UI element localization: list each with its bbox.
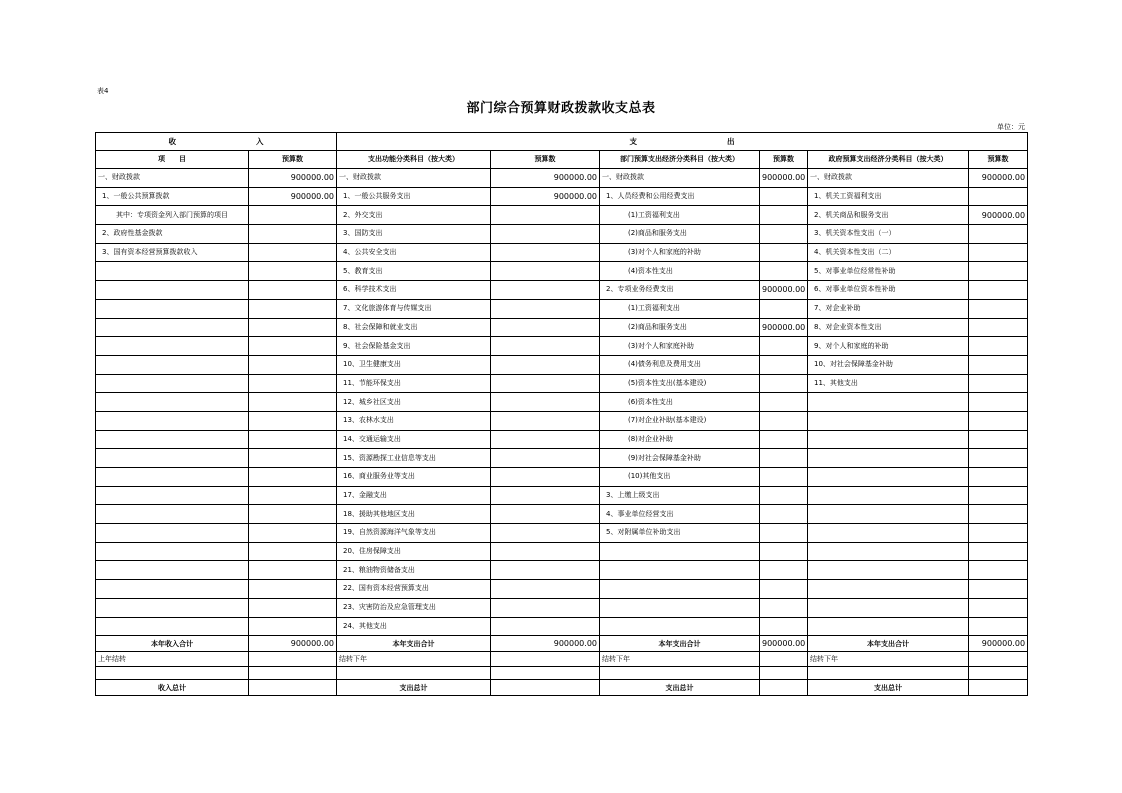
col-header-gov-econ-class: 政府预算支出经济分类科目（按大类） — [808, 151, 969, 169]
income-budget-cell — [249, 598, 337, 617]
gov-econ-item-cell — [808, 486, 969, 505]
gov-econ-budget-cell — [969, 337, 1028, 356]
dept-econ-item-cell: 2、专项业务经费支出 — [600, 281, 760, 300]
empty-cell — [808, 667, 969, 680]
dept-econ-budget-cell — [760, 337, 808, 356]
income-budget-cell — [249, 617, 337, 636]
empty-cell — [969, 652, 1028, 667]
function-item-cell: 9、社会保险基金支出 — [337, 337, 491, 356]
dept-econ-budget-cell — [760, 598, 808, 617]
table-row — [96, 243, 1028, 262]
income-item-cell — [96, 524, 249, 543]
dept-econ-item-cell: (3)对个人和家庭的补助 — [600, 243, 760, 262]
dept-econ-budget-cell — [760, 243, 808, 262]
dept-econ-item-cell: (2)商品和服务支出 — [600, 318, 760, 337]
table-row — [96, 374, 1028, 393]
header-row-1 — [96, 133, 1028, 151]
income-budget-cell — [249, 206, 337, 225]
table-row — [96, 449, 1028, 468]
dept-econ-item-cell: (8)对企业补助 — [600, 430, 760, 449]
income-budget-cell — [249, 468, 337, 487]
carry-prev-label: 上年结转 — [96, 652, 249, 667]
gov-econ-item-cell — [808, 411, 969, 430]
dept-econ-budget-cell: 900000.00 — [760, 169, 808, 188]
table-row — [96, 187, 1028, 206]
income-budget-cell — [249, 337, 337, 356]
dept-econ-item-cell — [600, 561, 760, 580]
gov-econ-item-cell — [808, 561, 969, 580]
gov-econ-budget-cell — [969, 449, 1028, 468]
gov-econ-item-cell — [808, 393, 969, 412]
income-budget-cell — [249, 262, 337, 281]
function-budget-cell — [491, 299, 600, 318]
function-budget-cell — [491, 393, 600, 412]
function-item-cell: 13、农林水支出 — [337, 411, 491, 430]
function-item-cell: 11、节能环保支出 — [337, 374, 491, 393]
dept-econ-budget-cell — [760, 542, 808, 561]
income-budget-cell — [249, 524, 337, 543]
dept-econ-budget-cell — [760, 524, 808, 543]
function-item-cell: 15、资源勘探工业信息等支出 — [337, 449, 491, 468]
income-item-cell — [96, 262, 249, 281]
exp-grand-total-value — [760, 680, 808, 696]
empty-cell — [249, 652, 337, 667]
gov-econ-item-cell: 9、对个人和家庭的补助 — [808, 337, 969, 356]
function-budget-cell — [491, 580, 600, 599]
income-item-cell — [96, 468, 249, 487]
income-header — [96, 133, 337, 151]
table-tag: 表4 — [97, 87, 109, 95]
income-budget-cell — [249, 430, 337, 449]
table-row — [96, 169, 1028, 188]
gov-econ-budget-cell — [969, 374, 1028, 393]
income-budget-cell — [249, 449, 337, 468]
dept-econ-item-cell: (10)其他支出 — [600, 468, 760, 487]
table-row — [96, 299, 1028, 318]
function-budget-cell: 900000.00 — [491, 169, 600, 188]
year-exp-total-value: 900000.00 — [760, 636, 808, 652]
carryover-row — [96, 652, 1028, 667]
income-budget-cell — [249, 243, 337, 262]
gov-econ-budget-cell — [969, 561, 1028, 580]
income-budget-cell — [249, 542, 337, 561]
gov-econ-item-cell — [808, 524, 969, 543]
gov-econ-budget-cell — [969, 430, 1028, 449]
dept-econ-budget-cell — [760, 486, 808, 505]
function-budget-cell — [491, 598, 600, 617]
exp-grand-total-label: 支出总计 — [808, 680, 969, 696]
unit-label: 单位：元 — [997, 123, 1025, 131]
carry-next-label: 结转下年 — [808, 652, 969, 667]
grand-total-row — [96, 680, 1028, 696]
income-item-cell — [96, 505, 249, 524]
income-item-cell — [96, 617, 249, 636]
income-grand-total-value — [249, 680, 337, 696]
empty-cell — [249, 667, 337, 680]
income-budget-cell — [249, 561, 337, 580]
table-row — [96, 225, 1028, 244]
function-budget-cell — [491, 243, 600, 262]
income-budget-cell — [249, 318, 337, 337]
dept-econ-budget-cell — [760, 187, 808, 206]
gov-econ-item-cell: 10、对社会保障基金补助 — [808, 355, 969, 374]
function-item-cell: 4、公共安全支出 — [337, 243, 491, 262]
gov-econ-budget-cell — [969, 187, 1028, 206]
empty-cell — [600, 667, 760, 680]
empty-cell — [96, 667, 249, 680]
income-item-cell — [96, 374, 249, 393]
gov-econ-budget-cell — [969, 355, 1028, 374]
gov-econ-item-cell — [808, 468, 969, 487]
dept-econ-budget-cell — [760, 299, 808, 318]
gov-econ-budget-cell — [969, 524, 1028, 543]
gov-econ-budget-cell — [969, 243, 1028, 262]
income-item-cell — [96, 561, 249, 580]
gov-econ-item-cell: 8、对企业资本性支出 — [808, 318, 969, 337]
table-row — [96, 206, 1028, 225]
function-budget-cell — [491, 411, 600, 430]
budget-table — [95, 132, 1028, 696]
dept-econ-budget-cell: 900000.00 — [760, 281, 808, 300]
income-item-cell — [96, 542, 249, 561]
blank-row — [96, 667, 1028, 680]
empty-cell — [969, 667, 1028, 680]
dept-econ-item-cell: (4)债务利息及费用支出 — [600, 355, 760, 374]
gov-econ-budget-cell — [969, 281, 1028, 300]
dept-econ-budget-cell — [760, 430, 808, 449]
income-header-char2: 入 — [256, 137, 264, 146]
year-exp-total-label: 本年支出合计 — [600, 636, 760, 652]
year-exp-total-value: 900000.00 — [491, 636, 600, 652]
gov-econ-budget-cell — [969, 318, 1028, 337]
gov-econ-budget-cell — [969, 542, 1028, 561]
function-item-cell: 14、交通运输支出 — [337, 430, 491, 449]
function-budget-cell — [491, 524, 600, 543]
income-budget-cell — [249, 486, 337, 505]
dept-econ-budget-cell: 900000.00 — [760, 318, 808, 337]
function-budget-cell — [491, 374, 600, 393]
dept-econ-budget-cell — [760, 225, 808, 244]
table-row — [96, 580, 1028, 599]
income-budget-cell — [249, 299, 337, 318]
exp-grand-total-value — [969, 680, 1028, 696]
gov-econ-item-cell: 4、机关资本性支出（二） — [808, 243, 969, 262]
gov-econ-budget-cell — [969, 580, 1028, 599]
dept-econ-budget-cell — [760, 468, 808, 487]
income-budget-cell: 900000.00 — [249, 169, 337, 188]
dept-econ-item-cell — [600, 580, 760, 599]
expense-header — [337, 133, 1028, 151]
table-row — [96, 318, 1028, 337]
year-exp-total-label: 本年支出合计 — [337, 636, 491, 652]
income-budget-cell — [249, 281, 337, 300]
carry-next-label: 结转下年 — [337, 652, 491, 667]
gov-econ-budget-cell — [969, 393, 1028, 412]
col-header-dept-econ-class: 部门预算支出经济分类科目（按大类） — [600, 151, 760, 169]
table-row — [96, 524, 1028, 543]
year-income-total-value: 900000.00 — [249, 636, 337, 652]
function-budget-cell — [491, 206, 600, 225]
col-header-budget: 预算数 — [491, 151, 600, 169]
income-item-cell — [96, 411, 249, 430]
income-item-cell — [96, 580, 249, 599]
gov-econ-item-cell: 3、机关资本性支出（一） — [808, 225, 969, 244]
dept-econ-item-cell: (9)对社会保障基金补助 — [600, 449, 760, 468]
function-budget-cell — [491, 281, 600, 300]
empty-cell — [760, 667, 808, 680]
dept-econ-item-cell: (1)工资福利支出 — [600, 206, 760, 225]
function-item-cell: 16、商业服务业等支出 — [337, 468, 491, 487]
empty-cell — [337, 667, 491, 680]
function-item-cell: 8、社会保障和就业支出 — [337, 318, 491, 337]
gov-econ-item-cell — [808, 580, 969, 599]
gov-econ-budget-cell — [969, 468, 1028, 487]
dept-econ-item-cell: 5、对附属单位补助支出 — [600, 524, 760, 543]
function-item-cell: 7、文化旅游体育与传媒支出 — [337, 299, 491, 318]
gov-econ-item-cell — [808, 505, 969, 524]
table-row — [96, 598, 1028, 617]
table-row — [96, 561, 1028, 580]
function-item-cell: 20、住房保障支出 — [337, 542, 491, 561]
dept-econ-budget-cell — [760, 206, 808, 225]
function-item-cell: 17、金融支出 — [337, 486, 491, 505]
gov-econ-budget-cell — [969, 299, 1028, 318]
function-item-cell: 19、自然资源海洋气象等支出 — [337, 524, 491, 543]
table-row — [96, 355, 1028, 374]
col-header-budget: 预算数 — [760, 151, 808, 169]
dept-econ-item-cell: (7)对企业补助(基本建设) — [600, 411, 760, 430]
function-budget-cell — [491, 561, 600, 580]
gov-econ-budget-cell — [969, 486, 1028, 505]
function-budget-cell — [491, 337, 600, 356]
exp-grand-total-label: 支出总计 — [337, 680, 491, 696]
function-budget-cell — [491, 225, 600, 244]
gov-econ-budget-cell — [969, 262, 1028, 281]
function-item-cell: 5、教育支出 — [337, 262, 491, 281]
gov-econ-item-cell: 11、其他支出 — [808, 374, 969, 393]
page-title: 部门综合预算财政拨款收支总表 — [466, 101, 656, 116]
dept-econ-item-cell: (2)商品和服务支出 — [600, 225, 760, 244]
dept-econ-budget-cell — [760, 262, 808, 281]
function-item-cell: 24、其他支出 — [337, 617, 491, 636]
dept-econ-budget-cell — [760, 580, 808, 599]
table-row — [96, 617, 1028, 636]
year-exp-total-value: 900000.00 — [969, 636, 1028, 652]
function-budget-cell — [491, 262, 600, 281]
function-item-cell: 1、一般公共服务支出 — [337, 187, 491, 206]
dept-econ-budget-cell — [760, 393, 808, 412]
year-exp-total-label: 本年支出合计 — [808, 636, 969, 652]
income-budget-cell — [249, 393, 337, 412]
income-item-cell — [96, 393, 249, 412]
gov-econ-item-cell: 一、财政拨款 — [808, 169, 969, 188]
income-budget-cell — [249, 355, 337, 374]
income-item-cell: 一、财政拨款 — [96, 169, 249, 188]
gov-econ-budget-cell — [969, 505, 1028, 524]
income-header-char1: 收 — [168, 137, 176, 146]
gov-econ-item-cell — [808, 449, 969, 468]
income-budget-cell — [249, 580, 337, 599]
gov-econ-item-cell — [808, 598, 969, 617]
gov-econ-item-cell: 5、对事业单位经常性补助 — [808, 262, 969, 281]
table-row — [96, 262, 1028, 281]
dept-econ-budget-cell — [760, 505, 808, 524]
income-item-cell: 2、政府性基金拨款 — [96, 225, 249, 244]
exp-grand-total-label: 支出总计 — [600, 680, 760, 696]
function-budget-cell — [491, 318, 600, 337]
income-item-cell — [96, 299, 249, 318]
col-header-item: 项 目 — [96, 151, 249, 169]
dept-econ-item-cell: (1)工资福利支出 — [600, 299, 760, 318]
dept-econ-item-cell — [600, 542, 760, 561]
income-budget-cell — [249, 411, 337, 430]
function-item-cell: 12、城乡社区支出 — [337, 393, 491, 412]
carry-next-label: 结转下年 — [600, 652, 760, 667]
exp-grand-total-value — [491, 680, 600, 696]
income-budget-cell: 900000.00 — [249, 187, 337, 206]
gov-econ-item-cell: 6、对事业单位资本性补助 — [808, 281, 969, 300]
income-item-cell — [96, 598, 249, 617]
income-item-cell: 3、国有资本经营预算拨款收入 — [96, 243, 249, 262]
gov-econ-item-cell — [808, 430, 969, 449]
function-item-cell: 2、外交支出 — [337, 206, 491, 225]
income-item-cell — [96, 449, 249, 468]
dept-econ-item-cell: 一、财政拨款 — [600, 169, 760, 188]
function-item-cell: 6、科学技术支出 — [337, 281, 491, 300]
function-item-cell: 22、国有资本经营预算支出 — [337, 580, 491, 599]
function-budget-cell: 900000.00 — [491, 187, 600, 206]
gov-econ-item-cell — [808, 542, 969, 561]
dept-econ-budget-cell — [760, 561, 808, 580]
function-item-cell: 一、财政拨款 — [337, 169, 491, 188]
income-budget-cell — [249, 374, 337, 393]
table-row — [96, 337, 1028, 356]
income-item-cell: 其中：专项资金列入部门预算的项目 — [96, 206, 249, 225]
expense-header-char2: 出 — [727, 137, 735, 146]
empty-cell — [491, 667, 600, 680]
function-item-cell: 3、国防支出 — [337, 225, 491, 244]
function-item-cell: 18、援助其他地区支出 — [337, 505, 491, 524]
dept-econ-item-cell — [600, 598, 760, 617]
dept-econ-item-cell: 3、上缴上级支出 — [600, 486, 760, 505]
gov-econ-item-cell: 2、机关商品和服务支出 — [808, 206, 969, 225]
income-budget-cell — [249, 505, 337, 524]
function-budget-cell — [491, 449, 600, 468]
empty-cell — [760, 652, 808, 667]
function-item-cell: 10、卫生健康支出 — [337, 355, 491, 374]
gov-econ-budget-cell: 900000.00 — [969, 169, 1028, 188]
function-item-cell: 21、粮油物资储备支出 — [337, 561, 491, 580]
income-item-cell — [96, 355, 249, 374]
table-row — [96, 430, 1028, 449]
function-budget-cell — [491, 468, 600, 487]
function-budget-cell — [491, 617, 600, 636]
function-budget-cell — [491, 542, 600, 561]
income-item-cell — [96, 430, 249, 449]
col-header-budget: 预算数 — [249, 151, 337, 169]
gov-econ-item-cell: 7、对企业补助 — [808, 299, 969, 318]
function-budget-cell — [491, 505, 600, 524]
gov-econ-budget-cell — [969, 411, 1028, 430]
gov-econ-item-cell: 1、机关工资福利支出 — [808, 187, 969, 206]
dept-econ-item-cell: (5)资本性支出(基本建设) — [600, 374, 760, 393]
gov-econ-budget-cell — [969, 617, 1028, 636]
income-item-cell: 1、一般公共预算拨款 — [96, 187, 249, 206]
gov-econ-budget-cell — [969, 598, 1028, 617]
income-item-cell — [96, 318, 249, 337]
expense-header-char1: 支 — [629, 137, 638, 146]
year-total-row — [96, 636, 1028, 652]
function-budget-cell — [491, 486, 600, 505]
header-row-2 — [96, 151, 1028, 169]
dept-econ-item-cell: (6)资本性支出 — [600, 393, 760, 412]
dept-econ-budget-cell — [760, 355, 808, 374]
income-grand-total-label: 收入总计 — [96, 680, 249, 696]
empty-cell — [491, 652, 600, 667]
dept-econ-item-cell: (3)对个人和家庭补助 — [600, 337, 760, 356]
income-budget-cell — [249, 225, 337, 244]
function-budget-cell — [491, 355, 600, 374]
year-income-total-label: 本年收入合计 — [96, 636, 249, 652]
table-row — [96, 468, 1028, 487]
function-item-cell: 23、灾害防治及应急管理支出 — [337, 598, 491, 617]
table-row — [96, 486, 1028, 505]
dept-econ-budget-cell — [760, 449, 808, 468]
function-budget-cell — [491, 430, 600, 449]
dept-econ-item-cell: (4)资本性支出 — [600, 262, 760, 281]
dept-econ-item-cell: 4、事业单位经营支出 — [600, 505, 760, 524]
col-header-function-class: 支出功能分类科目（按大类） — [337, 151, 491, 169]
totals-section — [96, 636, 1028, 696]
gov-econ-budget-cell — [969, 225, 1028, 244]
gov-econ-budget-cell: 900000.00 — [969, 206, 1028, 225]
dept-econ-budget-cell — [760, 374, 808, 393]
income-item-cell — [96, 337, 249, 356]
income-item-cell — [96, 281, 249, 300]
table-row — [96, 411, 1028, 430]
income-item-cell — [96, 486, 249, 505]
dept-econ-item-cell — [600, 617, 760, 636]
table-row — [96, 281, 1028, 300]
table-row — [96, 393, 1028, 412]
table-row — [96, 505, 1028, 524]
gov-econ-item-cell — [808, 617, 969, 636]
dept-econ-budget-cell — [760, 617, 808, 636]
dept-econ-budget-cell — [760, 411, 808, 430]
table-row — [96, 542, 1028, 561]
dept-econ-item-cell: 1、人员经费和公用经费支出 — [600, 187, 760, 206]
col-header-budget: 预算数 — [969, 151, 1028, 169]
